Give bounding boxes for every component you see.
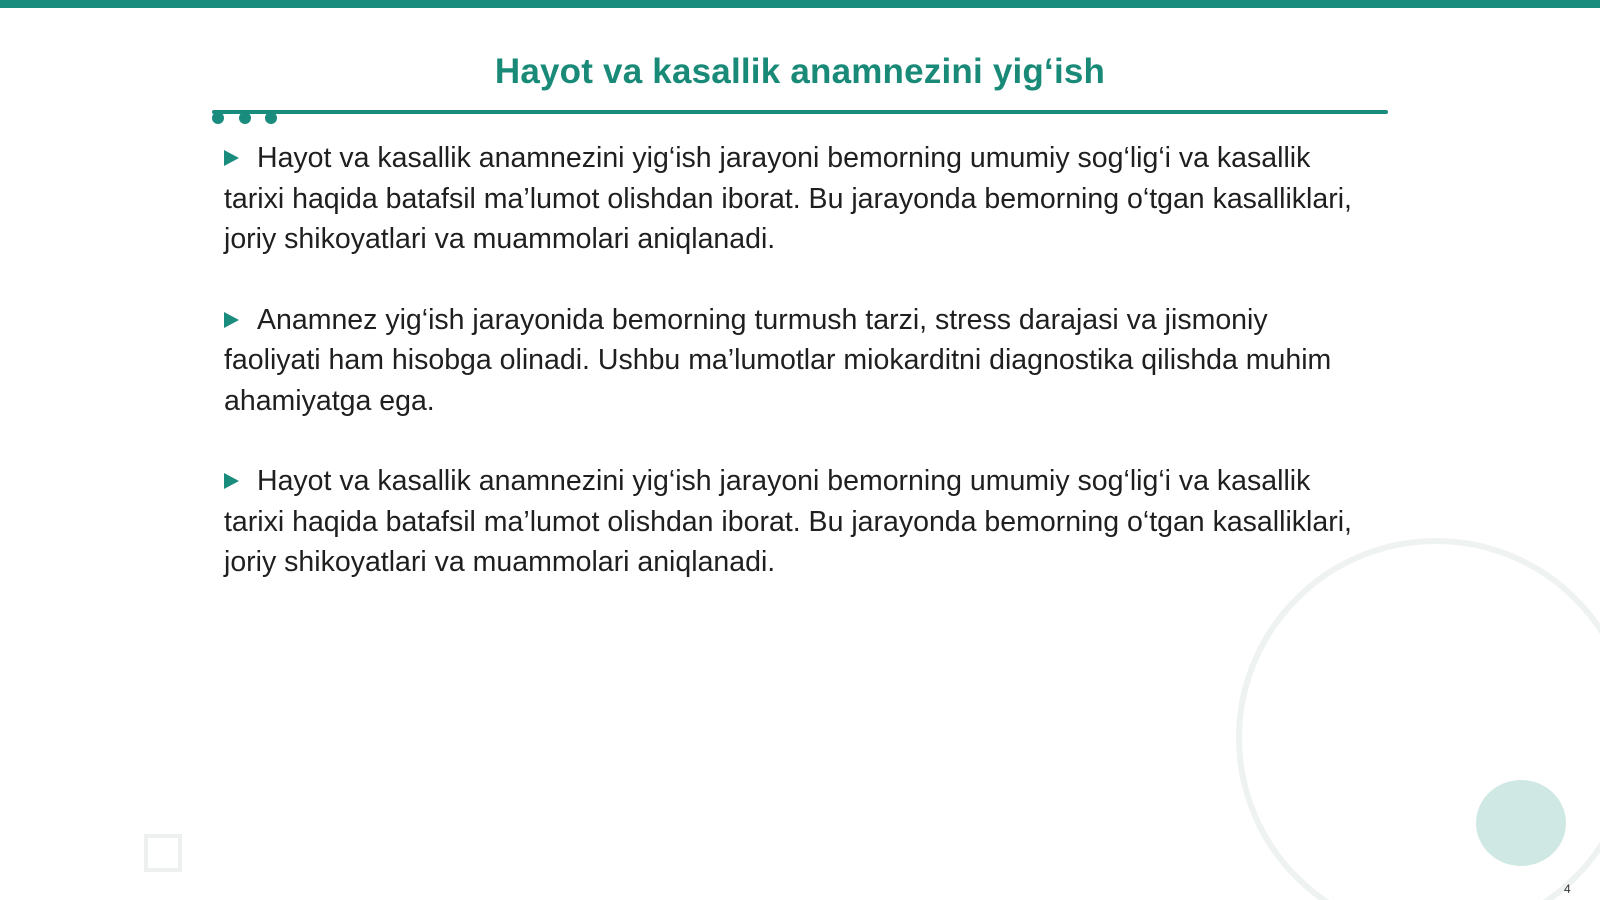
bullet-item — [224, 300, 1354, 422]
bullet-text: Anamnez yig‘ish jarayonida bemorning turmush tarzi, stress darajasi va jismoniy faoliyati ham hisobga olinadi. Ushbu ma’lumotlar miokarditni diagnostika qilishda muhim ahamiyatga ega. — [224, 303, 1332, 417]
decorative-square-outline — [144, 834, 182, 872]
decorative-circle-filled — [1476, 780, 1566, 866]
bullet-text: Hayot va kasallik anamnezini yig‘ish jarayoni bemorning umumiy sog‘lig‘i va kasallik tarixi haqida batafsil ma’lumot olishdan iborat. Bu jarayonda bemorning o‘tgan kasalliklari, joriy shikoyatlari va muammolari aniqlanadi. — [224, 465, 1352, 578]
triangle-right-icon — [224, 150, 239, 166]
page-number: 4 — [1564, 882, 1571, 896]
slide-title: Hayot va kasallik anamnezini yig‘ish — [494, 52, 1106, 91]
bullet-list — [224, 138, 1354, 623]
bullet-item — [224, 138, 1354, 260]
top-accent-bar — [0, 0, 1600, 8]
decorative-dot — [239, 112, 251, 124]
triangle-right-icon — [224, 312, 239, 328]
bullet-text: Hayot va kasallik anamnezini yig‘ish jarayoni bemorning umumiy sog‘lig‘i va kasallik tarixi haqida batafsil ma’lumot olishdan iborat. Bu jarayonda bemorning o‘tgan kasalliklari, joriy shikoyatlari va muammolari aniqlanadi. — [224, 142, 1352, 255]
bullet-item — [224, 461, 1354, 583]
triangle-right-icon — [224, 473, 239, 489]
decorative-dot — [265, 112, 277, 124]
title-underline — [212, 110, 1388, 114]
decorative-dot — [212, 112, 224, 124]
